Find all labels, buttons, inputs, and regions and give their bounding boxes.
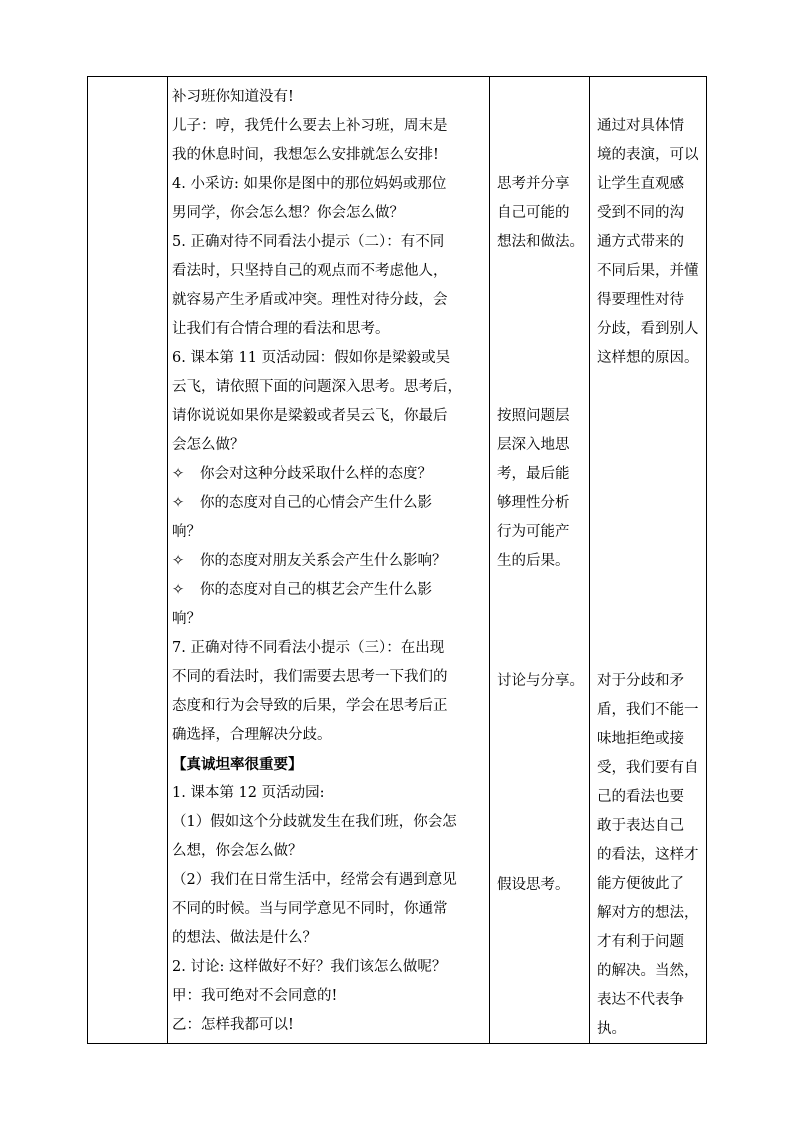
- student-activity-line: 思考并分享: [497, 176, 570, 192]
- content-line: 4. 小采访: 如果你是图中的那位妈妈或那位: [172, 176, 447, 192]
- content-line: 态度和行为会导致的后果，学会在思考后正: [172, 698, 448, 714]
- content-line: 男同学，你会怎么想？你会怎么做？: [172, 205, 404, 221]
- student-activity-block-4: [497, 871, 585, 900]
- student-activity-line: 行为可能产: [497, 524, 570, 540]
- design-intent-line: 盾，我们不能一: [597, 702, 699, 718]
- table-col-divider-1: [167, 76, 168, 1044]
- diamond-bullet-icon: ✧: [172, 495, 185, 511]
- design-intent-line: 味地拒绝或接: [597, 731, 684, 747]
- design-intent-line: 让学生直观感: [597, 176, 684, 192]
- bullet-text: 你的态度对自己的心情会产生什么影: [200, 495, 432, 511]
- content-line: [172, 489, 484, 518]
- design-intent-line: 不同后果，并懂: [597, 263, 699, 279]
- student-activity-line: 考，最后能: [497, 466, 570, 482]
- bullet-text: 你的态度对朋友关系会产生什么影响？: [200, 553, 447, 569]
- student-activity-line: 自己可能的: [497, 205, 570, 221]
- content-line: 响？: [172, 524, 201, 540]
- design-intent-line: 这样想的原因。: [597, 350, 699, 366]
- student-activity-block-1: [497, 170, 585, 257]
- student-activity-block-2: [497, 402, 585, 576]
- content-line: 会怎么做？: [172, 437, 245, 453]
- content-line: 确选择，合理解决分歧。: [172, 727, 332, 743]
- student-activity-line: 层深入地思: [497, 437, 570, 453]
- student-activity-line: 想法和做法。: [497, 234, 584, 250]
- table-border-right: [706, 76, 707, 1044]
- content-line: 看法时，只坚持自己的观点而不考虑他人，: [172, 263, 448, 279]
- student-activity-block-3: [497, 667, 585, 696]
- content-line: 7. 正确对待不同看法小提示（三）：在出现: [172, 640, 445, 656]
- content-line: （2）我们在日常生活中，经常会有遇到意见: [172, 872, 457, 888]
- content-line: 就容易产生矛盾或冲突。理性对待分歧，会: [172, 292, 448, 308]
- design-intent-line: 受到不同的沟: [597, 205, 684, 221]
- table-border-left: [87, 76, 88, 1044]
- table-border-top: [87, 76, 707, 77]
- design-intent-block-2: [597, 667, 703, 1044]
- content-line: 我的休息时间，我想怎么安排就怎么安排!: [172, 147, 439, 163]
- content-line: 儿子：哼，我凭什么要去上补习班，周末是: [172, 118, 448, 134]
- design-intent-line: 的解决。当然，: [597, 963, 699, 979]
- content-line: 云飞，请依照下面的问题深入思考。思考后，: [172, 379, 462, 395]
- design-intent-line: 执。: [597, 1021, 626, 1037]
- student-activity-line: 生的后果。: [497, 553, 570, 569]
- table-col-divider-3: [589, 76, 590, 1044]
- design-intent-line: 敢于表达自己: [597, 818, 684, 834]
- student-activity-line: 按照问题层: [497, 408, 570, 424]
- design-intent-line: 得要理性对待: [597, 292, 684, 308]
- design-intent-line: 己的看法也要: [597, 789, 684, 805]
- content-line: 2. 讨论: 这样做好不好？我们该怎么做呢？: [172, 959, 447, 975]
- diamond-bullet-icon: ✧: [172, 582, 185, 598]
- teaching-content-column: [172, 83, 484, 1040]
- content-line: 么想，你会怎么做？: [172, 843, 303, 859]
- content-line: 补习班你知道没有!: [172, 89, 294, 105]
- student-activity-line: 讨论与分享。: [497, 673, 584, 689]
- content-line: [172, 576, 484, 605]
- design-intent-line: 通过对具体情: [597, 118, 684, 134]
- content-line: 请你说说如果你是梁毅或者吴云飞，你最后: [172, 408, 448, 424]
- content-line: [172, 547, 484, 576]
- student-activity-line: 够理性分析: [497, 495, 570, 511]
- diamond-bullet-icon: ✧: [172, 553, 185, 569]
- design-intent-line: 境的表演，可以: [597, 147, 699, 163]
- content-line: [172, 460, 484, 489]
- design-intent-line: 对于分歧和矛: [597, 673, 684, 689]
- bullet-text: 你的态度对自己的棋艺会产生什么影: [200, 582, 432, 598]
- content-line: （1）假如这个分歧就发生在我们班，你会怎: [172, 814, 457, 830]
- design-intent-line: 能方便彼此了: [597, 876, 684, 892]
- design-intent-line: 才有利于问题: [597, 934, 684, 950]
- design-intent-block-1: [597, 112, 703, 373]
- content-line: 甲：我可绝对不会同意的!: [172, 988, 338, 1004]
- section-heading: 【真诚坦率很重要】: [172, 756, 303, 773]
- design-intent-line: 表达不代表争: [597, 992, 684, 1008]
- diamond-bullet-icon: ✧: [172, 466, 185, 482]
- design-intent-line: 的看法，这样才: [597, 847, 699, 863]
- design-intent-line: 通方式带来的: [597, 234, 684, 250]
- design-intent-line: 受，我们要有自: [597, 760, 699, 776]
- content-line: 让我们有合情合理的看法和思考。: [172, 321, 390, 337]
- bullet-text: 你会对这种分歧采取什么样的态度？: [200, 466, 432, 482]
- content-line: 乙：怎样我都可以!: [172, 1017, 294, 1033]
- design-intent-line: 解对方的想法，: [597, 905, 699, 921]
- content-line: 6. 课本第 11 页活动园：假如你是梁毅或吴: [172, 350, 451, 366]
- content-line: 5. 正确对待不同看法小提示（二）：有不同: [172, 234, 445, 250]
- content-line: 的想法、做法是什么？: [172, 930, 317, 946]
- content-line: 不同的时候。当与同学意见不同时，你通常: [172, 901, 448, 917]
- content-line: 不同的看法时，我们需要去思考一下我们的: [172, 669, 448, 685]
- student-activity-line: 假设思考。: [497, 877, 570, 893]
- table-col-divider-2: [489, 76, 490, 1044]
- design-intent-line: 分歧，看到别人: [597, 321, 699, 337]
- content-line: 响？: [172, 611, 201, 627]
- content-line: 1. 课本第 12 页活动园:: [172, 785, 325, 801]
